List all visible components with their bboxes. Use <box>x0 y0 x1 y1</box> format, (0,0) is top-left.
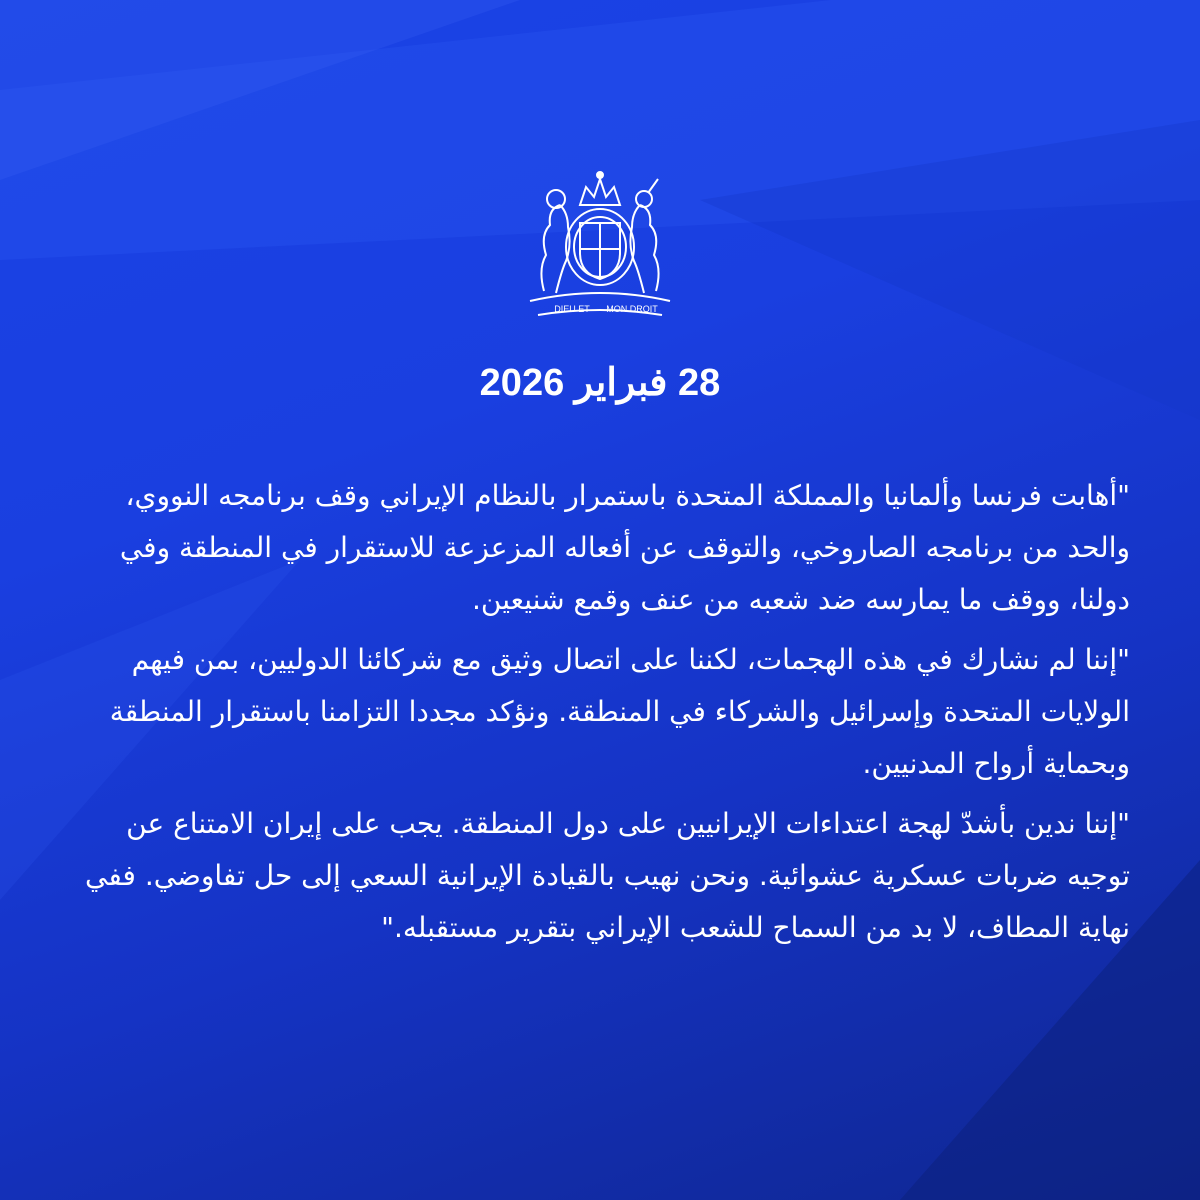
statement-body <box>70 470 1130 962</box>
statement-paragraph-1: "أهابت فرنسا وألمانيا والمملكة المتحدة باستمرار بالنظام الإيراني وقف برنامجه النووي، والحد من برنامجه الصاروخي، والتوقف عن أفعاله المزعزعة للاستقرار في المنطقة وفي دولنا، ووقف ما يمارسه ضد شعبه من عنف وقمع شنيعين. <box>119 479 1130 616</box>
statement-paragraph-2: "إننا لم نشارك في هذه الهجمات، لكننا على اتصال وثيق مع شركائنا الدوليين، بمن فيهم الولايات المتحدة وإسرائيل والشركاء في المنطقة. ونؤكد مجددا التزامنا باستقرار المنطقة وبحماية أرواح المدنيين. <box>109 643 1130 780</box>
statement-date: 28 فبراير 2026 <box>479 362 721 404</box>
statement-paragraph-3: "إننا ندين بأشدّ لهجة اعتداءات الإيرانيين على دول المنطقة. يجب على إيران الامتناع عن توجيه ضربات عسكرية عشوائية. ونحن نهيب بالقيادة الإيرانية السعي إلى حل تفاوضي. ففي نهاية المطاف، لا بد من السماح للشعب الإيراني بتقرير مستقبله." <box>85 807 1130 944</box>
svg-text:DIEU ET: DIEU ET <box>554 304 590 314</box>
coat-of-arms-icon <box>510 165 690 330</box>
svg-text:MON DROIT: MON DROIT <box>606 304 658 314</box>
